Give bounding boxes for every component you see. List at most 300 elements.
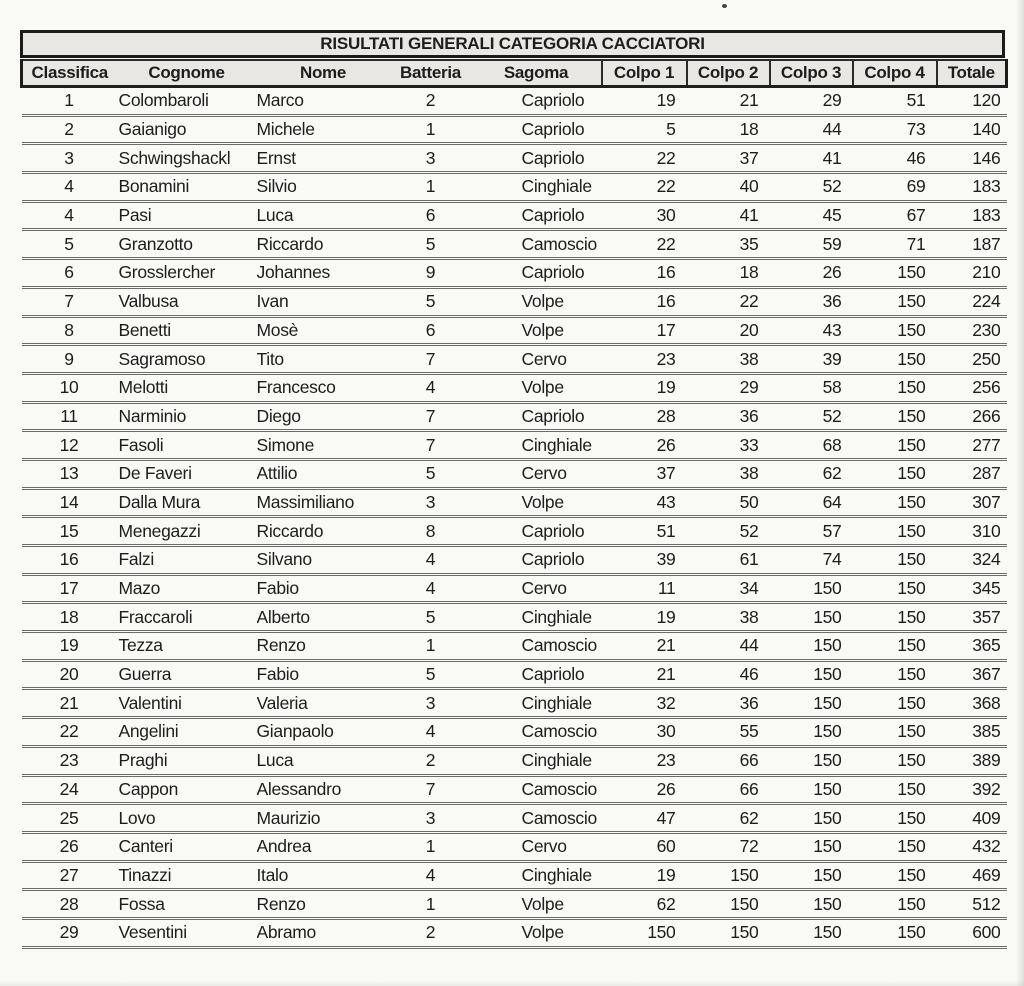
cell-colpo-2: 150 [687, 918, 770, 947]
cell-batteria: 4 [390, 373, 472, 402]
table-row [22, 832, 1007, 861]
table-row [22, 402, 1007, 431]
cell-colpo-1: 19 [602, 603, 687, 632]
results-table [20, 59, 1008, 949]
cell-cognome: Fraccaroli [117, 603, 257, 632]
column-header-batteria: Batteria [390, 60, 472, 87]
cell-nome: Alessandro [257, 775, 390, 804]
cell-batteria: 3 [390, 488, 472, 517]
cell-cognome: Melotti [117, 373, 257, 402]
cell-colpo-1: 23 [602, 345, 687, 374]
cell-colpo-2: 46 [687, 660, 770, 689]
cell-cognome: Valentini [117, 689, 257, 718]
cell-sagoma: Cinghiale [472, 861, 602, 890]
cell-colpo-4: 150 [853, 632, 937, 661]
cell-colpo-4: 51 [853, 87, 937, 116]
cell-classifica: 14 [22, 488, 117, 517]
cell-sagoma: Volpe [472, 890, 602, 919]
cell-nome: Silvano [257, 546, 390, 575]
cell-batteria: 5 [390, 603, 472, 632]
table-row [22, 632, 1007, 661]
cell-batteria: 3 [390, 689, 472, 718]
cell-nome: Valeria [257, 689, 390, 718]
cell-colpo-3: 150 [770, 574, 853, 603]
cell-colpo-2: 150 [687, 861, 770, 890]
table-row [22, 431, 1007, 460]
cell-batteria: 2 [390, 87, 472, 116]
cell-sagoma: Volpe [472, 488, 602, 517]
cell-colpo-3: 45 [770, 201, 853, 230]
cell-nome: Gianpaolo [257, 718, 390, 747]
cell-colpo-3: 52 [770, 173, 853, 202]
cell-nome: Luca [257, 201, 390, 230]
cell-totale: 183 [937, 201, 1007, 230]
cell-nome: Renzo [257, 890, 390, 919]
cell-colpo-3: 74 [770, 546, 853, 575]
cell-classifica: 26 [22, 832, 117, 861]
cell-colpo-4: 150 [853, 373, 937, 402]
cell-batteria: 5 [390, 230, 472, 259]
cell-cognome: Pasi [117, 201, 257, 230]
cell-colpo-4: 150 [853, 603, 937, 632]
cell-nome: Alberto [257, 603, 390, 632]
cell-classifica: 11 [22, 402, 117, 431]
cell-colpo-2: 50 [687, 488, 770, 517]
cell-colpo-4: 150 [853, 459, 937, 488]
cell-totale: 310 [937, 517, 1007, 546]
cell-colpo-4: 71 [853, 230, 937, 259]
cell-colpo-4: 150 [853, 861, 937, 890]
cell-totale: 224 [937, 287, 1007, 316]
cell-batteria: 2 [390, 918, 472, 947]
cell-totale: 250 [937, 345, 1007, 374]
cell-colpo-1: 22 [602, 173, 687, 202]
cell-totale: 600 [937, 918, 1007, 947]
table-row [22, 488, 1007, 517]
table-row [22, 546, 1007, 575]
cell-colpo-1: 39 [602, 546, 687, 575]
cell-colpo-1: 60 [602, 832, 687, 861]
cell-cognome: Fasoli [117, 431, 257, 460]
table-row [22, 718, 1007, 747]
cell-colpo-3: 150 [770, 804, 853, 833]
cell-colpo-3: 29 [770, 87, 853, 116]
cell-colpo-2: 150 [687, 890, 770, 919]
cell-cognome: Praghi [117, 746, 257, 775]
cell-colpo-2: 41 [687, 201, 770, 230]
cell-sagoma: Capriolo [472, 201, 602, 230]
cell-colpo-2: 66 [687, 775, 770, 804]
cell-cognome: Sagramoso [117, 345, 257, 374]
cell-colpo-1: 30 [602, 201, 687, 230]
cell-sagoma: Volpe [472, 287, 602, 316]
column-header-totale: Totale [937, 60, 1007, 87]
cell-colpo-4: 73 [853, 115, 937, 144]
cell-colpo-1: 22 [602, 230, 687, 259]
cell-colpo-2: 20 [687, 316, 770, 345]
cell-cognome: Granzotto [117, 230, 257, 259]
column-header-colpo-3: Colpo 3 [770, 60, 853, 87]
cell-totale: 432 [937, 832, 1007, 861]
cell-sagoma: Camoscio [472, 804, 602, 833]
cell-totale: 367 [937, 660, 1007, 689]
cell-colpo-1: 51 [602, 517, 687, 546]
cell-totale: 187 [937, 230, 1007, 259]
cell-batteria: 1 [390, 115, 472, 144]
cell-colpo-2: 40 [687, 173, 770, 202]
cell-colpo-2: 18 [687, 259, 770, 288]
cell-colpo-2: 36 [687, 402, 770, 431]
cell-colpo-3: 59 [770, 230, 853, 259]
cell-totale: 324 [937, 546, 1007, 575]
cell-colpo-4: 150 [853, 746, 937, 775]
cell-colpo-4: 150 [853, 402, 937, 431]
cell-classifica: 7 [22, 287, 117, 316]
cell-batteria: 5 [390, 660, 472, 689]
cell-colpo-2: 38 [687, 603, 770, 632]
cell-colpo-4: 150 [853, 546, 937, 575]
cell-nome: Fabio [257, 660, 390, 689]
table-row [22, 459, 1007, 488]
cell-colpo-2: 38 [687, 345, 770, 374]
cell-classifica: 23 [22, 746, 117, 775]
cell-colpo-3: 150 [770, 832, 853, 861]
cell-colpo-4: 46 [853, 144, 937, 173]
cell-batteria: 4 [390, 718, 472, 747]
cell-colpo-3: 150 [770, 775, 853, 804]
cell-totale: 357 [937, 603, 1007, 632]
cell-batteria: 5 [390, 459, 472, 488]
cell-nome: Fabio [257, 574, 390, 603]
cell-colpo-4: 150 [853, 689, 937, 718]
cell-classifica: 29 [22, 918, 117, 947]
cell-sagoma: Volpe [472, 316, 602, 345]
cell-colpo-1: 17 [602, 316, 687, 345]
cell-colpo-4: 150 [853, 488, 937, 517]
cell-cognome: Mazo [117, 574, 257, 603]
table-row [22, 918, 1007, 947]
cell-cognome: Vesentini [117, 918, 257, 947]
cell-sagoma: Camoscio [472, 775, 602, 804]
cell-totale: 409 [937, 804, 1007, 833]
cell-cognome: Dalla Mura [117, 488, 257, 517]
table-row [22, 660, 1007, 689]
cell-nome: Maurizio [257, 804, 390, 833]
cell-nome: Marco [257, 87, 390, 116]
cell-colpo-2: 36 [687, 689, 770, 718]
results-table-body [22, 87, 1007, 948]
cell-batteria: 5 [390, 287, 472, 316]
cell-colpo-4: 150 [853, 287, 937, 316]
cell-totale: 140 [937, 115, 1007, 144]
cell-classifica: 28 [22, 890, 117, 919]
cell-colpo-3: 52 [770, 402, 853, 431]
cell-sagoma: Capriolo [472, 660, 602, 689]
cell-totale: 385 [937, 718, 1007, 747]
cell-sagoma: Capriolo [472, 517, 602, 546]
cell-sagoma: Volpe [472, 373, 602, 402]
cell-classifica: 24 [22, 775, 117, 804]
cell-classifica: 10 [22, 373, 117, 402]
cell-nome: Riccardo [257, 230, 390, 259]
cell-colpo-4: 150 [853, 660, 937, 689]
cell-classifica: 18 [22, 603, 117, 632]
column-header-sagoma: Sagoma [472, 60, 602, 87]
cell-sagoma: Camoscio [472, 718, 602, 747]
cell-colpo-3: 44 [770, 115, 853, 144]
cell-colpo-1: 26 [602, 775, 687, 804]
cell-colpo-1: 32 [602, 689, 687, 718]
cell-colpo-1: 28 [602, 402, 687, 431]
cell-colpo-3: 150 [770, 603, 853, 632]
cell-cognome: Valbusa [117, 287, 257, 316]
cell-batteria: 3 [390, 804, 472, 833]
cell-batteria: 4 [390, 574, 472, 603]
cell-colpo-1: 21 [602, 660, 687, 689]
cell-nome: Tito [257, 345, 390, 374]
cell-colpo-3: 64 [770, 488, 853, 517]
cell-batteria: 1 [390, 890, 472, 919]
cell-colpo-4: 69 [853, 173, 937, 202]
cell-colpo-3: 150 [770, 660, 853, 689]
cell-nome: Diego [257, 402, 390, 431]
cell-colpo-4: 150 [853, 259, 937, 288]
cell-totale: 365 [937, 632, 1007, 661]
cell-colpo-4: 150 [853, 517, 937, 546]
cell-colpo-4: 150 [853, 890, 937, 919]
cell-sagoma: Cervo [472, 832, 602, 861]
table-row [22, 890, 1007, 919]
cell-classifica: 8 [22, 316, 117, 345]
cell-colpo-1: 11 [602, 574, 687, 603]
scanned-results-sheet [20, 30, 1005, 949]
cell-nome: Renzo [257, 632, 390, 661]
cell-colpo-2: 22 [687, 287, 770, 316]
cell-colpo-2: 37 [687, 144, 770, 173]
cell-nome: Mosè [257, 316, 390, 345]
cell-cognome: Gaianigo [117, 115, 257, 144]
cell-colpo-3: 68 [770, 431, 853, 460]
cell-colpo-4: 150 [853, 316, 937, 345]
cell-cognome: Canteri [117, 832, 257, 861]
cell-colpo-1: 37 [602, 459, 687, 488]
cell-totale: 389 [937, 746, 1007, 775]
cell-classifica: 1 [22, 87, 117, 116]
cell-colpo-4: 150 [853, 574, 937, 603]
cell-batteria: 7 [390, 402, 472, 431]
cell-colpo-1: 43 [602, 488, 687, 517]
cell-totale: 392 [937, 775, 1007, 804]
cell-colpo-1: 19 [602, 373, 687, 402]
cell-cognome: Schwingshackl [117, 144, 257, 173]
cell-cognome: Falzi [117, 546, 257, 575]
cell-sagoma: Cervo [472, 574, 602, 603]
cell-colpo-1: 16 [602, 259, 687, 288]
table-row [22, 689, 1007, 718]
cell-classifica: 19 [22, 632, 117, 661]
cell-nome: Andrea [257, 832, 390, 861]
cell-colpo-3: 150 [770, 718, 853, 747]
cell-sagoma: Capriolo [472, 402, 602, 431]
cell-colpo-1: 150 [602, 918, 687, 947]
cell-colpo-1: 62 [602, 890, 687, 919]
cell-colpo-1: 26 [602, 431, 687, 460]
cell-nome: Massimiliano [257, 488, 390, 517]
column-header-cognome: Cognome [117, 60, 257, 87]
cell-colpo-2: 44 [687, 632, 770, 661]
cell-batteria: 6 [390, 201, 472, 230]
cell-colpo-3: 150 [770, 890, 853, 919]
cell-nome: Francesco [257, 373, 390, 402]
cell-colpo-1: 47 [602, 804, 687, 833]
cell-batteria: 7 [390, 431, 472, 460]
page-title: RISULTATI GENERALI CATEGORIA CACCIATORI [20, 30, 1005, 58]
cell-colpo-3: 57 [770, 517, 853, 546]
cell-colpo-3: 58 [770, 373, 853, 402]
cell-nome: Silvio [257, 173, 390, 202]
cell-colpo-2: 72 [687, 832, 770, 861]
cell-totale: 512 [937, 890, 1007, 919]
column-header-colpo-4: Colpo 4 [853, 60, 937, 87]
cell-colpo-3: 36 [770, 287, 853, 316]
cell-cognome: Menegazzi [117, 517, 257, 546]
cell-batteria: 3 [390, 144, 472, 173]
cell-totale: 256 [937, 373, 1007, 402]
cell-sagoma: Volpe [472, 918, 602, 947]
cell-classifica: 13 [22, 459, 117, 488]
cell-colpo-4: 150 [853, 804, 937, 833]
cell-colpo-1: 30 [602, 718, 687, 747]
scan-edge-right [1016, 0, 1024, 986]
scan-edge-bottom [0, 980, 1024, 986]
table-row [22, 345, 1007, 374]
cell-nome: Ernst [257, 144, 390, 173]
cell-nome: Italo [257, 861, 390, 890]
cell-colpo-4: 67 [853, 201, 937, 230]
cell-sagoma: Cervo [472, 459, 602, 488]
cell-nome: Riccardo [257, 517, 390, 546]
cell-sagoma: Camoscio [472, 632, 602, 661]
cell-colpo-2: 61 [687, 546, 770, 575]
cell-totale: 266 [937, 402, 1007, 431]
cell-batteria: 1 [390, 832, 472, 861]
cell-cognome: Colombaroli [117, 87, 257, 116]
cell-classifica: 5 [22, 230, 117, 259]
table-row [22, 316, 1007, 345]
cell-colpo-3: 62 [770, 459, 853, 488]
cell-sagoma: Capriolo [472, 144, 602, 173]
cell-colpo-3: 39 [770, 345, 853, 374]
cell-colpo-2: 18 [687, 115, 770, 144]
cell-colpo-1: 5 [602, 115, 687, 144]
column-header-colpo-1: Colpo 1 [602, 60, 687, 87]
cell-batteria: 7 [390, 775, 472, 804]
table-row [22, 746, 1007, 775]
cell-colpo-4: 150 [853, 918, 937, 947]
cell-colpo-2: 52 [687, 517, 770, 546]
cell-sagoma: Camoscio [472, 230, 602, 259]
cell-colpo-1: 19 [602, 861, 687, 890]
cell-sagoma: Cinghiale [472, 689, 602, 718]
cell-sagoma: Capriolo [472, 546, 602, 575]
cell-cognome: Lovo [117, 804, 257, 833]
cell-colpo-4: 150 [853, 431, 937, 460]
cell-sagoma: Cinghiale [472, 746, 602, 775]
cell-colpo-4: 150 [853, 718, 937, 747]
cell-colpo-3: 41 [770, 144, 853, 173]
cell-sagoma: Cinghiale [472, 603, 602, 632]
table-row [22, 603, 1007, 632]
table-row [22, 115, 1007, 144]
cell-classifica: 27 [22, 861, 117, 890]
cell-colpo-2: 33 [687, 431, 770, 460]
cell-batteria: 9 [390, 259, 472, 288]
cell-classifica: 16 [22, 546, 117, 575]
cell-classifica: 12 [22, 431, 117, 460]
cell-colpo-1: 16 [602, 287, 687, 316]
cell-cognome: De Faveri [117, 459, 257, 488]
cell-batteria: 4 [390, 861, 472, 890]
cell-nome: Michele [257, 115, 390, 144]
cell-colpo-1: 19 [602, 87, 687, 116]
cell-nome: Johannes [257, 259, 390, 288]
cell-nome: Attilio [257, 459, 390, 488]
cell-sagoma: Capriolo [472, 259, 602, 288]
cell-colpo-3: 150 [770, 746, 853, 775]
cell-sagoma: Cinghiale [472, 173, 602, 202]
cell-batteria: 7 [390, 345, 472, 374]
cell-classifica: 9 [22, 345, 117, 374]
cell-nome: Simone [257, 431, 390, 460]
cell-totale: 368 [937, 689, 1007, 718]
cell-sagoma: Cervo [472, 345, 602, 374]
cell-batteria: 1 [390, 632, 472, 661]
cell-colpo-2: 38 [687, 459, 770, 488]
cell-cognome: Guerra [117, 660, 257, 689]
table-row [22, 87, 1007, 116]
table-row [22, 373, 1007, 402]
column-header-nome: Nome [257, 60, 390, 87]
cell-classifica: 3 [22, 144, 117, 173]
table-row [22, 804, 1007, 833]
table-row [22, 230, 1007, 259]
cell-colpo-2: 35 [687, 230, 770, 259]
cell-nome: Ivan [257, 287, 390, 316]
cell-sagoma: Capriolo [472, 87, 602, 116]
table-row [22, 574, 1007, 603]
cell-cognome: Narminio [117, 402, 257, 431]
cell-totale: 277 [937, 431, 1007, 460]
cell-colpo-3: 150 [770, 918, 853, 947]
cell-cognome: Tinazzi [117, 861, 257, 890]
cell-batteria: 1 [390, 173, 472, 202]
cell-totale: 183 [937, 173, 1007, 202]
cell-colpo-1: 21 [602, 632, 687, 661]
cell-colpo-3: 150 [770, 861, 853, 890]
cell-colpo-2: 55 [687, 718, 770, 747]
table-row [22, 861, 1007, 890]
scan-speck [722, 4, 727, 8]
cell-totale: 230 [937, 316, 1007, 345]
cell-totale: 120 [937, 87, 1007, 116]
cell-cognome: Cappon [117, 775, 257, 804]
cell-colpo-4: 150 [853, 345, 937, 374]
cell-nome: Luca [257, 746, 390, 775]
table-row [22, 517, 1007, 546]
cell-colpo-2: 21 [687, 87, 770, 116]
cell-nome: Abramo [257, 918, 390, 947]
cell-cognome: Grosslercher [117, 259, 257, 288]
